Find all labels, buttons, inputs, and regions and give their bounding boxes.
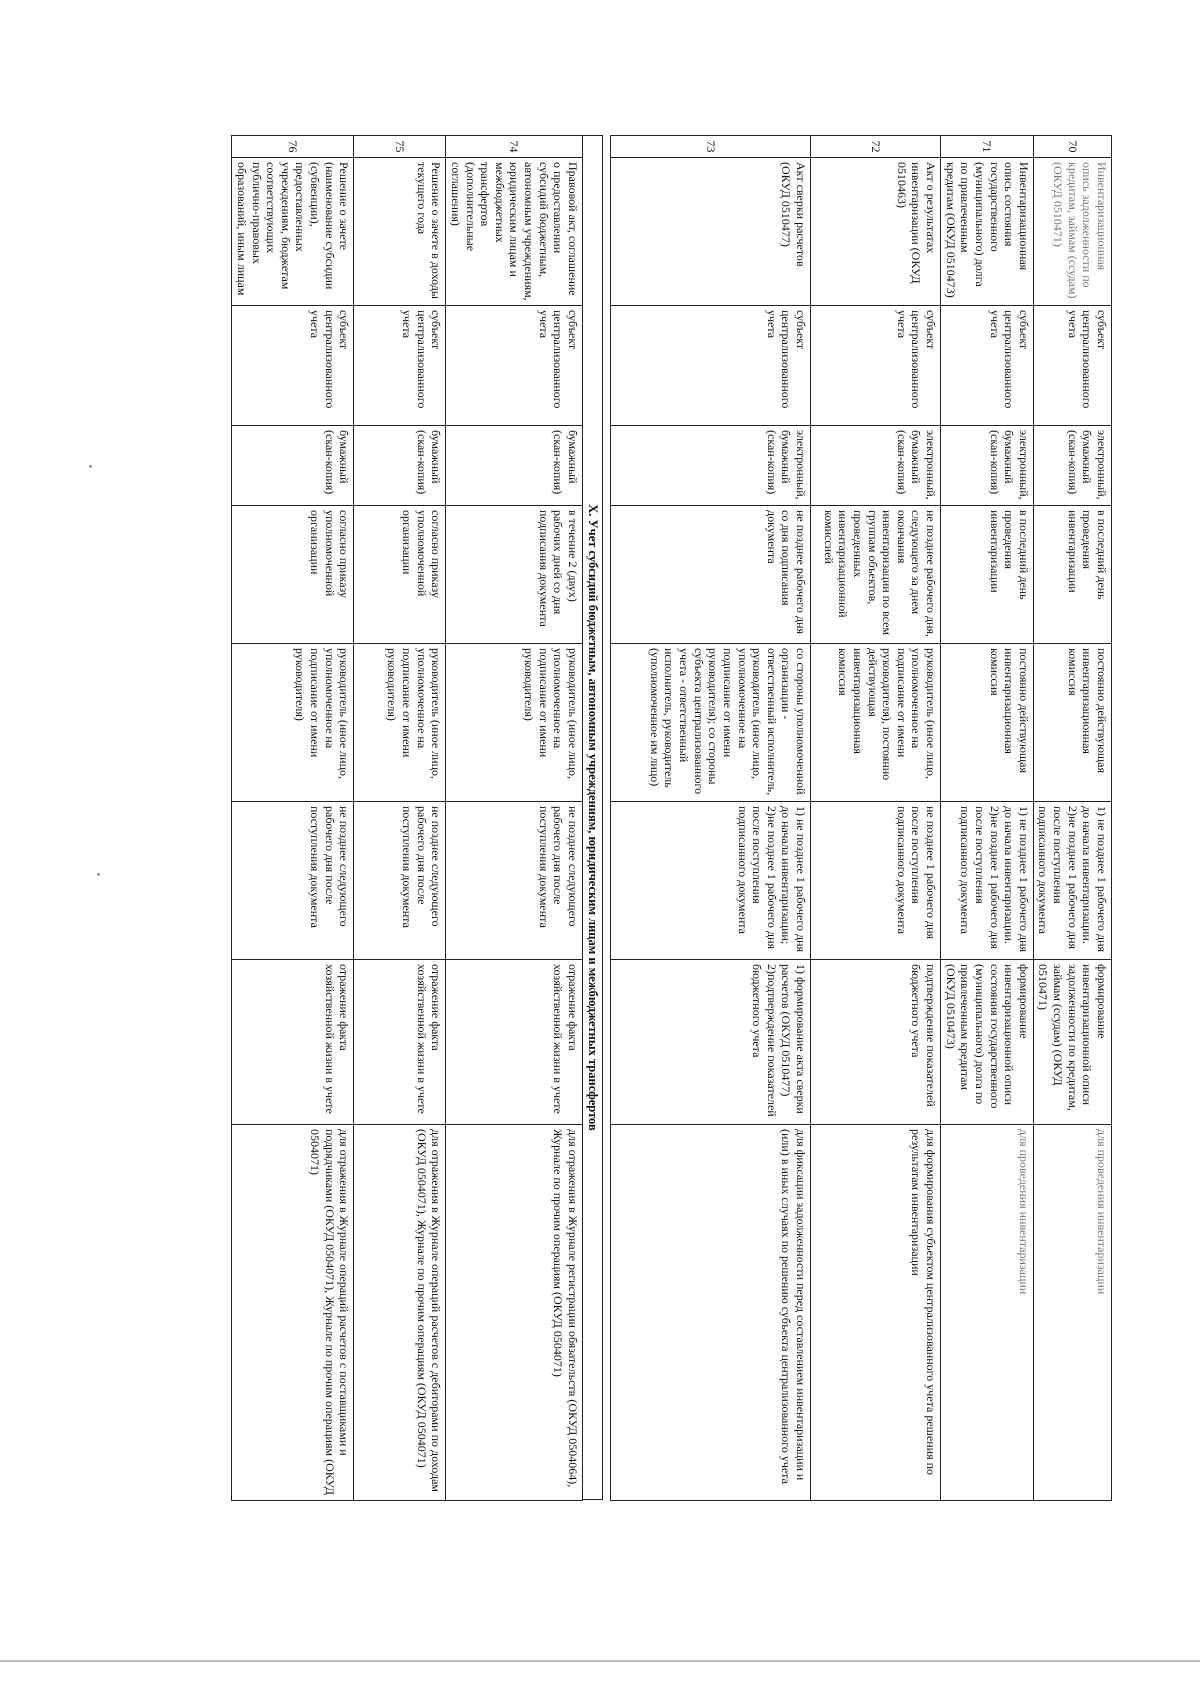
submission-term: не позднее рабочего дня со дня подписания документа xyxy=(611,506,811,644)
usage: для фиксации задолженности перед составлением инвентаризации и (или) в иных случаях по решению субъекта централизованного учета xyxy=(611,1125,811,1501)
table-row xyxy=(941,136,1034,1501)
document-format: бумажный (скан-копия) xyxy=(354,426,446,506)
scan-speck xyxy=(89,465,92,468)
purpose: подтверждение показателей бюджетного учета xyxy=(811,960,941,1125)
table-row xyxy=(232,136,354,1501)
row-number: 74 xyxy=(446,136,583,158)
table-row xyxy=(611,136,811,1501)
signer: руководитель (иное лицо, уполномоченное на подписание от имени руководителя), постоянно действующая инвентаризационная комиссия xyxy=(811,644,941,802)
responsible-party: субъект централизованного учета xyxy=(611,306,811,426)
signer: постоянно действующая инвентаризационная комиссия xyxy=(1033,644,1111,802)
submission-term: в течение 2 (двух) рабочих дней со дня подписания документа xyxy=(446,506,583,644)
document-format: электронный, бумажный (скан-копия) xyxy=(811,426,941,506)
signer: руководитель (иное лицо, уполномоченное на подписание от имени руководителя) xyxy=(354,644,446,802)
processing-deadline: не позднее 1 рабочего дня после поступления подписанного документа xyxy=(811,802,941,960)
responsible-party: субъект централизованного учета xyxy=(941,306,1034,426)
responsible-party: субъект централизованного учета xyxy=(1033,306,1111,426)
submission-term: в последний день проведения инвентаризации xyxy=(1033,506,1111,644)
table-row xyxy=(1033,136,1111,1501)
purpose: отражение факта хозяйственной жизни в учете xyxy=(232,960,354,1125)
row-number: 70 xyxy=(1033,136,1111,158)
purpose: формирование инвентаризационной описи задолженности по кредитам, займам (ссудам) (ОКУД 0510471) xyxy=(1033,960,1111,1125)
document-name: Решение о зачете в доходы текущего года xyxy=(354,158,446,306)
row-number: 75 xyxy=(354,136,446,158)
document-name: Правовой акт, соглашение о предоставлении субсидий бюджетным, автономным учреждениям, юридическим лицам и межбюджетных трансфертов (дополнительные соглашения) xyxy=(446,158,583,306)
subsidies-table xyxy=(231,135,583,1501)
signer: постоянно действующая инвентаризационная комиссия xyxy=(941,644,1034,802)
purpose: 1) формирование акта сверки расчетов (ОКУД 0510477) 2)подтверждение показателей бюджетного учета xyxy=(611,960,811,1125)
usage: для проведения инвентаризации xyxy=(1033,1125,1111,1501)
submission-term: согласно приказу уполномоченной организации xyxy=(232,506,354,644)
usage: для проведения инвентаризации xyxy=(941,1125,1034,1501)
usage: для отражения в Журнале регистрации обязательств (ОКУД 0504064), Журнале по прочим операциям (ОКУД 0504071) xyxy=(446,1125,583,1501)
document-format: бумажный (скан-копия) xyxy=(232,426,354,506)
document-format: электронный, бумажный (скан-копия) xyxy=(611,426,811,506)
usage: для отражения в Журнале операций расчетов с дебиторами по доходам (ОКУД 0504071), Журнале по прочим операциям (ОКУД 0504071) xyxy=(354,1125,446,1501)
signer: руководитель (иное лицо, уполномоченное на подписание от имени руководителя) xyxy=(232,644,354,802)
processing-deadline: 1) не позднее 1 рабочего дня до начала инвентаризации. 2)не позднее 1 рабочего дня после поступления подписанного документа xyxy=(1033,802,1111,960)
table-row xyxy=(446,136,583,1501)
submission-term: не позднее рабочего дня, следующего за днем окончания инвентаризации по всем группам объектов, проведенных инвентаризационной комиссией xyxy=(811,506,941,644)
submission-term: в последний день проведения инвентаризации xyxy=(941,506,1034,644)
document-format: бумажный (скан-копия) xyxy=(446,426,583,506)
scan-edge xyxy=(0,1660,1200,1662)
signer: со стороны уполномоченной организации - ответственный исполнитель, руководитель (иное лицо, уполномоченное на подписание от имени руководителя); со стороны субъекта централизованного учета - ответственный исполнитель, руководитель (уполномоченное им лицо) xyxy=(611,644,811,802)
table-row xyxy=(354,136,446,1501)
purpose: отражение факта хозяйственной жизни в учете xyxy=(354,960,446,1125)
responsible-party: субъект централизованного учета xyxy=(232,306,354,426)
responsible-party: субъект централизованного учета xyxy=(446,306,583,426)
signer: руководитель (иное лицо, уполномоченное на подписание от имени руководителя) xyxy=(446,644,583,802)
inventory-table xyxy=(610,135,1112,1501)
scan-speck xyxy=(97,873,100,876)
row-number: 71 xyxy=(941,136,1034,158)
document-format: электронный, бумажный (скан-копия) xyxy=(941,426,1034,506)
purpose: отражение факта хозяйственной жизни в учете xyxy=(446,960,583,1125)
row-number: 72 xyxy=(811,136,941,158)
processing-deadline: не позднее следующего рабочего дня после поступления документа xyxy=(354,802,446,960)
document-name: Акт сверки расчетов (ОКУД 0510477) xyxy=(611,158,811,306)
processing-deadline: 1) не позднее 1 рабочего дня до начала инвентаризации. 2)не позднее 1 рабочего дня после поступления подписанного документа xyxy=(941,802,1034,960)
document-name: Акт о результатах инвентаризации (ОКУД 0510463) xyxy=(811,158,941,306)
document-name: Инвентаризационная опись задолженности по кредитам, займам (ссудам) (ОКУД 0510471) xyxy=(1033,158,1111,306)
processing-deadline: 1) не позднее 1 рабочего дня до начала инвентаризации; 2)не позднее 1 рабочего дня после поступления подписанного документа xyxy=(611,802,811,960)
purpose: формирование инвентаризационной описи состояния государственного (муниципального) долга по привлеченным кредитам (ОКУД 0510473) xyxy=(941,960,1034,1125)
responsible-party: субъект централизованного учета xyxy=(811,306,941,426)
table-row xyxy=(811,136,941,1501)
section-title: X. Учет субсидий бюджетным, автономным учреждениям, юридическим лицам и межбюджетных трансфертов xyxy=(583,135,603,1500)
submission-term: согласно приказу уполномоченной организации xyxy=(354,506,446,644)
document-name: Решение о зачете (наименование субсидии (субвенции), предоставленных учреждениям, бюджетам соответствующих публично-правовых образований, иным лицам xyxy=(232,158,354,306)
document-name: Инвентаризационная опись состояния государственного (муниципального) долга по привлеченным кредитам (ОКУД 0510473) xyxy=(941,158,1034,306)
usage: для отражения в Журнале операций расчетов с поставщиками и подрядчиками (ОКУД 0504071), Журнале по прочим операциям (ОКУД 0504071) xyxy=(232,1125,354,1501)
row-number: 76 xyxy=(232,136,354,158)
processing-deadline: не позднее следующего рабочего дня после поступления документа xyxy=(232,802,354,960)
row-number: 73 xyxy=(611,136,811,158)
responsible-party: субъект централизованного учета xyxy=(354,306,446,426)
usage: для формирования субъектом централизованного учета решения по результатам инвентаризации xyxy=(811,1125,941,1501)
processing-deadline: не позднее следующего рабочего дня после поступления документа xyxy=(446,802,583,960)
document-format: электронный, бумажный (скан-копия) xyxy=(1033,426,1111,506)
